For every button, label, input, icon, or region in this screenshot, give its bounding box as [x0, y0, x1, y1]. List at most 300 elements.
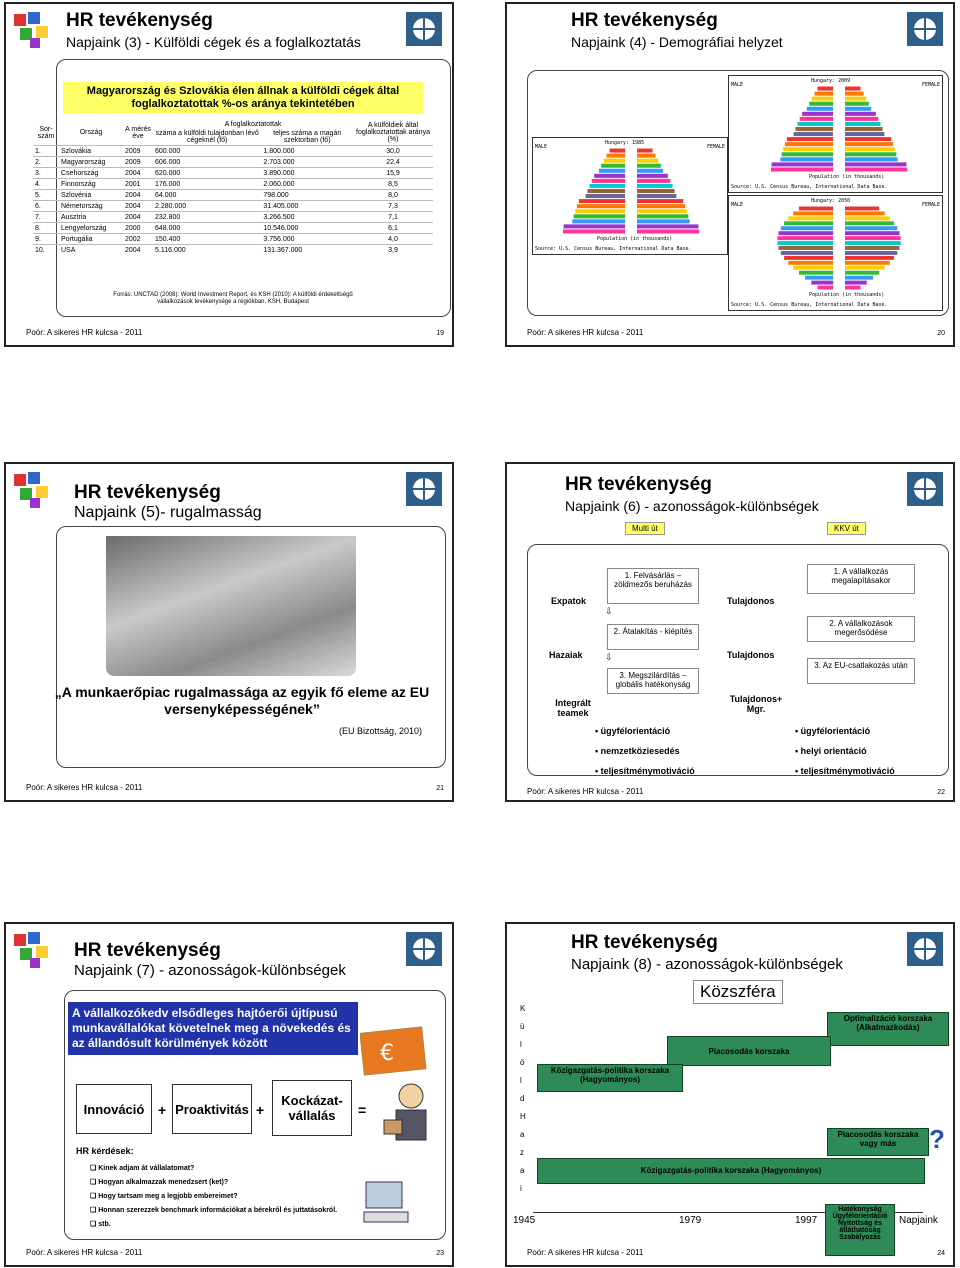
pyramid-bar: [637, 209, 687, 213]
table-cell: 6,1: [353, 223, 433, 234]
pyramid-bar: [793, 266, 833, 270]
pyramid-bar: [781, 226, 833, 230]
vertical-letter: i: [520, 1184, 522, 1193]
question-5: ❑ stb.: [90, 1221, 111, 1228]
pyramid-bar: [845, 127, 883, 131]
table-cell: 2.060.000: [261, 179, 353, 190]
pyramid-female-label: FEMALE: [706, 144, 725, 150]
pyramid-bar: [772, 162, 833, 166]
pyramid-bar: [845, 132, 884, 136]
pyramid-bar: [845, 256, 894, 260]
content-frame: [527, 70, 949, 316]
arrow-down-icon: ⇩: [605, 652, 613, 662]
pyramid-female-label: FEMALE: [921, 202, 940, 208]
box-innovacio: Innováció: [76, 1084, 152, 1134]
table-row: [33, 190, 433, 201]
right-bullet-3: • teljesítménymotiváció: [795, 766, 895, 776]
pyramid-bar: [779, 246, 833, 250]
source-note: Forrás: UNCTAD (2008): World Investment Report, és KSH (2010): A külföldi érdekeltségű vállalkozások tevékenysége a régiókban. KSH, Budapest: [113, 292, 353, 305]
university-emblem-icon: [404, 470, 444, 508]
slide-title: HR tevékenység: [571, 10, 718, 31]
table-cell: Finnország: [59, 179, 123, 190]
pyramid-bar: [637, 229, 699, 233]
table-cell: Magyarország: [59, 157, 123, 168]
pyramid-bar: [800, 117, 833, 121]
pyramid-bar: [845, 281, 867, 285]
label-hazaiak: Hazaiak: [549, 650, 583, 660]
page-number: 24: [937, 1250, 945, 1257]
pyramid-bars: [561, 148, 701, 234]
label-tulajdonos-mgr: Tulajdonos+ Mgr.: [729, 694, 783, 714]
pyramid-bar: [812, 97, 833, 101]
pyramid-female-label: FEMALE: [921, 82, 940, 88]
table-cell: 620.000: [153, 168, 261, 179]
box-proaktivitas: Proaktivitás: [172, 1084, 252, 1134]
table-cell: 150.400: [153, 234, 261, 245]
foreign-employment-table: [33, 120, 433, 256]
slide-subtitle: Napjaink (5)- rugalmasság: [74, 504, 262, 521]
col-sorszam: Sor-szám: [37, 125, 55, 140]
pyramid-title: Hungary: 2050: [811, 198, 851, 204]
left-bullet-text: nemzetköziesedés: [600, 746, 680, 756]
year-1979: 1979: [679, 1215, 702, 1226]
pyramid-bar: [601, 164, 625, 168]
table-cell: 3.: [33, 168, 59, 179]
plus-sign: +: [158, 1102, 167, 1118]
question-3: ❑ Hogy tartsam meg a legjobb embereimet?: [90, 1193, 238, 1200]
pyramid-bar: [845, 271, 879, 275]
table-cell: Szlovákia: [59, 146, 123, 157]
question-text: stb.: [98, 1221, 111, 1228]
optimalizacio-box: Optimalizáció korszaka (Alkalmazkodás): [827, 1012, 949, 1046]
pyramid-source: Source: U.S. Census Bureau, International Data Base.: [731, 184, 888, 190]
pyramid-bar: [637, 149, 653, 153]
table-cell: Lengyelország: [59, 223, 123, 234]
pyramid-bar: [818, 286, 833, 290]
right-bullet-1: • ügyfélorientáció: [795, 726, 871, 736]
table-body: [33, 146, 433, 256]
col-kulfoldi: száma a külföldi tulajdonban lévő cégeknél (fő): [155, 130, 259, 144]
pyramid-bar: [564, 224, 625, 228]
pyramid-bar: [845, 142, 893, 146]
table-cell: 3.756.000: [261, 234, 353, 245]
table-cell: Csehország: [59, 168, 123, 179]
slide-title: HR tevékenység: [571, 932, 718, 953]
pyramid-bar: [794, 132, 833, 136]
label-integralt-teamek: Integrált teamek: [555, 698, 591, 718]
slide-22: [505, 462, 955, 802]
pyramid-bar: [845, 231, 899, 235]
table-cell: 64.000: [153, 190, 261, 201]
left-bullet-3: • teljesítménymotiváció: [595, 766, 695, 776]
footer-text: Poór: A sikeres HR kulcsa - 2011: [527, 1248, 644, 1257]
kkv-box-2: 2. A vállalkozások megerősödése: [807, 616, 915, 642]
table-cell: 2004: [123, 168, 153, 179]
table-cell: 2.703.000: [261, 157, 353, 168]
table-cell: 6.: [33, 201, 59, 212]
slide-title: HR tevékenység: [66, 10, 213, 31]
pyramid-bar: [845, 236, 901, 240]
pyramid-bar: [799, 271, 833, 275]
table-row: [33, 234, 433, 245]
table-cell: Németország: [59, 201, 123, 212]
question-text: Honnan szerezzek benchmark információkat a bérekről és juttatásokról.: [98, 1207, 338, 1214]
slide-subtitle: Napjaink (8) - azonosságok-különbségek: [571, 956, 843, 973]
table-cell: 176.000: [153, 179, 261, 190]
page-number: 19: [436, 330, 444, 337]
table-cell: 232.800: [153, 212, 261, 223]
pyramid-bar: [637, 189, 675, 193]
pyramid-bar: [572, 219, 625, 223]
right-bullet-text: teljesítménymotiváció: [800, 766, 895, 776]
left-bullet-text: ügyfélorientáció: [600, 726, 671, 736]
table-row: [33, 157, 433, 168]
question-text: Hogyan alkalmazzak menedzsert (ket)?: [98, 1179, 229, 1186]
pyramid-bars: [769, 86, 909, 172]
napjaink-values-box: Hatékonyság Ügyfélorientáció Nyitottság és átláthatóság Szabályozás: [825, 1204, 895, 1256]
table-cell: 2009: [123, 146, 153, 157]
pyramid-bar: [845, 211, 885, 215]
pyramid-bar: [637, 214, 688, 218]
vertical-letter: l: [520, 1076, 522, 1085]
table-cell: 1.800.000: [261, 146, 353, 157]
entrepreneur-banner: A vállalkozókedv elsődleges hajtóerői újtípusú munkavállalókat követelnek meg a növekedés és az állandósult körülmények között: [68, 1002, 358, 1055]
table-cell: 7,3: [353, 201, 433, 212]
footer-text: Poór: A sikeres HR kulcsa - 2011: [527, 328, 644, 337]
pyramid-bar: [637, 174, 668, 178]
pyramid-bar: [845, 102, 869, 106]
table-cell: 8,5: [353, 179, 433, 190]
pyramid-bar: [785, 142, 833, 146]
year-1945: 1945: [513, 1215, 536, 1226]
pyramid-bar: [637, 164, 661, 168]
pyramid-bar: [594, 174, 625, 178]
slide-title: HR tevékenység: [565, 474, 712, 495]
table-cell: 4.: [33, 179, 59, 190]
footer-text: Poór: A sikeres HR kulcsa - 2011: [26, 1248, 143, 1257]
vertical-letter: K: [520, 1004, 526, 1013]
pyramid-bar: [637, 194, 676, 198]
tag-kkv: KKV út: [827, 522, 866, 535]
pyramid-bar: [780, 157, 833, 161]
pyramid-bar: [788, 261, 833, 265]
slide-19: [4, 2, 454, 347]
step-box-3: 3. Megszilárdítás – globális hatékonyság: [607, 668, 699, 694]
plus-sign: +: [256, 1102, 265, 1118]
pyramid-bar: [807, 107, 833, 111]
page-number: 21: [436, 785, 444, 792]
pyramid-bar: [781, 251, 833, 255]
pyramid-bar: [845, 162, 906, 166]
pyramid-bar: [787, 137, 833, 141]
vertical-letter: a: [520, 1130, 525, 1139]
question-text: Hogy tartsam meg a legjobb embereimet?: [98, 1193, 238, 1200]
table-cell: 2004: [123, 245, 153, 256]
kozszfera-heading: Közszféra: [693, 980, 783, 1004]
table-cell: 2004: [123, 201, 153, 212]
table-cell: 5.: [33, 190, 59, 201]
pyramid-bar: [809, 102, 833, 106]
question-1: ❑ Kinek adjam át vállalatomat?: [90, 1165, 195, 1172]
col-arany: A külföldiek által foglalkoztatottak aránya (%): [356, 122, 430, 143]
slide-21: [4, 462, 454, 802]
slide-subtitle: Napjaink (6) - azonosságok-különbségek: [565, 498, 819, 514]
table-cell: 10.546.000: [261, 223, 353, 234]
table-cell: 3.266.500: [261, 212, 353, 223]
col-meres: A mérés éve: [125, 125, 151, 140]
university-emblem-icon: [404, 930, 444, 968]
pyramid-bar: [845, 226, 897, 230]
pyramid-bar: [845, 152, 896, 156]
table-cell: 8,0: [353, 190, 433, 201]
pyramid-bars: [769, 206, 909, 290]
table-cell: 798.000: [261, 190, 353, 201]
page-number: 22: [937, 789, 945, 796]
table-cell: 2009: [123, 157, 153, 168]
table-cell: 3,9: [353, 245, 433, 256]
newspaper-photo: [106, 536, 356, 676]
table-row: [33, 212, 433, 223]
pyramid-bar: [815, 92, 833, 96]
pyramid-bar: [637, 204, 685, 208]
table-cell: 31.405.000: [261, 201, 353, 212]
table-row: [33, 201, 433, 212]
table-row: [33, 245, 433, 256]
highlight-banner: Magyarország és Szlovákia élen állnak a külföldi cégek által foglalkoztatottak %-os aránya tekintetében: [63, 82, 423, 114]
pyramid-bar: [845, 137, 891, 141]
pyramid-bar: [574, 214, 625, 218]
pyramid-title: Hungary: 2009: [811, 78, 851, 84]
svg-text:€: €: [380, 1041, 394, 1066]
pyramid-xlabel: Population (in thousands): [809, 292, 885, 298]
box-kockazatvallalas: Kockázat-vállalás: [272, 1080, 352, 1136]
table-cell: 10.: [33, 245, 59, 256]
table-cell: 3.890.000: [261, 168, 353, 179]
pyramid-bar: [563, 229, 625, 233]
table-cell: 2.: [33, 157, 59, 168]
pyramid-bar: [845, 112, 876, 116]
pyramid-bar: [777, 241, 833, 245]
pyramid-bar: [845, 167, 907, 171]
pyramid-bar: [795, 127, 833, 131]
pyramid-bar: [587, 189, 625, 193]
university-emblem-icon: [905, 470, 945, 508]
right-bullet-text: ügyfélorientáció: [800, 726, 871, 736]
pyramid-source: Source: U.S. Census Bureau, International Data Base.: [731, 302, 888, 308]
footer-text: Poór: A sikeres HR kulcsa - 2011: [26, 783, 143, 792]
pyramid-bar: [637, 199, 683, 203]
pyramid-bar: [845, 246, 899, 250]
pyramid-bar: [845, 97, 866, 101]
pyramid-bar: [845, 251, 897, 255]
pyramid-bar: [845, 117, 878, 121]
slide-24: [505, 922, 955, 1267]
vertical-letter: H: [520, 1112, 526, 1121]
pyramid-bar: [799, 207, 833, 211]
pyramid-bar: [845, 107, 871, 111]
pyramid-bar: [607, 154, 625, 158]
pyramid-bar: [579, 199, 625, 203]
pyramid-2050: [728, 195, 943, 311]
pyramid-bar: [777, 236, 833, 240]
table-cell: 7.: [33, 212, 59, 223]
pyramid-bar: [586, 194, 625, 198]
pyramid-bar: [845, 147, 895, 151]
table-cell: 30,0: [353, 146, 433, 157]
pyramid-bar: [637, 179, 670, 183]
logo-cubes-icon: [10, 8, 58, 52]
pyramid-bar: [599, 169, 625, 173]
page-number: 20: [937, 330, 945, 337]
pyramid-bar: [589, 184, 625, 188]
label-tulajdonos-2: Tulajdonos: [727, 650, 775, 660]
pyramid-source: Source: U.S. Census Bureau, International Data Base.: [535, 246, 692, 252]
university-emblem-icon: [905, 930, 945, 968]
table-cell: Ausztria: [59, 212, 123, 223]
table-cell: 22,4: [353, 157, 433, 168]
vertical-letter: d: [520, 1094, 525, 1103]
slide-23: [4, 922, 454, 1267]
university-emblem-icon: [905, 10, 945, 48]
pyramid-bar: [818, 87, 834, 91]
pyramid-bar: [784, 221, 833, 225]
table-cell: 8.: [33, 223, 59, 234]
pyramid-bar: [811, 281, 833, 285]
businessman-cartoon-icon: [376, 1074, 446, 1154]
pyramid-bar: [797, 122, 833, 126]
pyramid-2009: [728, 75, 943, 193]
pyramid-bar: [575, 209, 625, 213]
pyramid-bar: [771, 167, 833, 171]
pyramid-bar: [845, 286, 860, 290]
pyramid-1985: [532, 137, 728, 255]
vertical-letter: z: [520, 1148, 524, 1157]
pyramid-bar: [845, 157, 898, 161]
label-tulajdonos-1: Tulajdonos: [727, 596, 775, 606]
kozig-box-upper: Közigazgatás-politika korszaka (Hagyományos): [537, 1064, 683, 1092]
slide-subtitle: Napjaink (4) - Demográfiai helyzet: [571, 34, 783, 50]
eu-quote: „A munkaerőpiac rugalmassága az egyik fő eleme az EU versenyképességének”: [54, 684, 430, 717]
table-cell: 5.116.000: [153, 245, 261, 256]
kkv-box-3: 3. Az EU-csatlakozás után: [807, 658, 915, 684]
footer-text: Poór: A sikeres HR kulcsa - 2011: [26, 328, 143, 337]
page-number: 23: [436, 1250, 444, 1257]
table-row: [33, 223, 433, 234]
pyramid-bar: [784, 256, 833, 260]
pyramid-bar: [793, 211, 833, 215]
table-cell: 1.: [33, 146, 59, 157]
table-cell: 2004: [123, 212, 153, 223]
equals-sign: =: [358, 1102, 367, 1118]
computer-icon: [360, 1178, 416, 1228]
label-expatok: Expatok: [551, 596, 587, 606]
pyramid-bar: [845, 266, 885, 270]
university-emblem-icon: [404, 10, 444, 48]
table-cell: USA: [59, 245, 123, 256]
pyramid-bar: [845, 276, 873, 280]
table-cell: 131.367.000: [261, 245, 353, 256]
pyramid-bar: [783, 147, 833, 151]
left-bullet-2: • nemzetköziesedés: [595, 746, 680, 756]
slide-title: HR tevékenység: [74, 482, 221, 503]
question-text: Kinek adjam át vállalatomat?: [98, 1165, 195, 1172]
table-cell: 2000: [123, 223, 153, 234]
pyramid-bar: [577, 204, 625, 208]
tag-multi: Multi út: [625, 522, 665, 535]
pyramid-male-label: MALE: [731, 202, 744, 208]
pyramid-bar: [779, 231, 833, 235]
pyramid-bar: [845, 221, 894, 225]
pyramid-bar: [782, 152, 833, 156]
table-cell: Szlovénia: [59, 190, 123, 201]
table-cell: 4,0: [353, 234, 433, 245]
table-cell: 9.: [33, 234, 59, 245]
table-cell: 600.000: [153, 146, 261, 157]
piacosodas-box: Piacosodás korszaka: [667, 1036, 831, 1066]
question-mark-icon: ?: [929, 1124, 945, 1154]
pyramid-bar: [805, 276, 833, 280]
pyramid-title: Hungary: 1985: [605, 140, 645, 146]
year-napjaink: Napjaink: [899, 1215, 938, 1226]
question-4: ❑ Honnan szerezzek benchmark információkat a bérekről és juttatásokról.: [90, 1207, 338, 1214]
vertical-letter: ö: [520, 1058, 525, 1067]
quote-source: (EU Bizottság, 2010): [338, 726, 422, 736]
kozig-box-lower: Közigazgatás-politika korszaka (Hagyományos): [537, 1158, 925, 1184]
vertical-letter: ü: [520, 1022, 525, 1031]
footer-text: Poór: A sikeres HR kulcsa - 2011: [527, 787, 644, 796]
euro-banknote-icon: [360, 1020, 430, 1082]
pyramid-bar: [788, 216, 833, 220]
step-box-1: 1. Felvásárlás – zöldmezős beruházás: [607, 568, 699, 604]
pyramid-bar: [845, 216, 890, 220]
pyramid-bar: [592, 179, 625, 183]
col-orszag: Ország: [79, 129, 103, 136]
hr-questions-label: HR kérdések:: [76, 1146, 134, 1156]
col-teljes: teljes száma a magán szektorban (fő): [273, 130, 342, 144]
slide-20: [505, 2, 955, 347]
pyramid-bar: [604, 159, 625, 163]
step-box-2: 2. Átalakítás - kiépítés: [607, 624, 699, 650]
table-cell: 15,9: [353, 168, 433, 179]
slide-subtitle: Napjaink (3) - Külföldi cégek és a foglalkoztatás: [66, 34, 361, 50]
right-bullet-2: • helyi orientáció: [795, 746, 867, 756]
table-row: [33, 146, 433, 157]
content-frame: [35, 59, 451, 317]
vertical-letter: l: [520, 1040, 522, 1049]
pyramid-bar: [845, 241, 901, 245]
slide-title: HR tevékenység: [74, 940, 221, 961]
pyramid-bar: [637, 159, 658, 163]
arrow-down-icon: ⇩: [605, 606, 613, 616]
pyramid-bar: [845, 122, 881, 126]
table-cell: Portugália: [59, 234, 123, 245]
pyramid-xlabel: Population (in thousands): [809, 174, 885, 180]
pyramid-bar: [845, 207, 879, 211]
left-bullet-1: • ügyfélorientáció: [595, 726, 671, 736]
table-cell: 606.000: [153, 157, 261, 168]
col-group: A foglalkoztatottak: [224, 121, 282, 128]
table-row: [33, 168, 433, 179]
right-bullet-text: helyi orientáció: [800, 746, 867, 756]
table-cell: 648.000: [153, 223, 261, 234]
piacosodas-vagy-mas-box: Piacosodás korszaka vagy más: [827, 1128, 929, 1156]
vertical-letter: a: [520, 1166, 525, 1175]
logo-cubes-icon: [10, 928, 58, 972]
table-cell: 2002: [123, 234, 153, 245]
pyramid-male-label: MALE: [535, 144, 548, 150]
pyramid-bar: [637, 219, 690, 223]
pyramid-bar: [637, 184, 673, 188]
